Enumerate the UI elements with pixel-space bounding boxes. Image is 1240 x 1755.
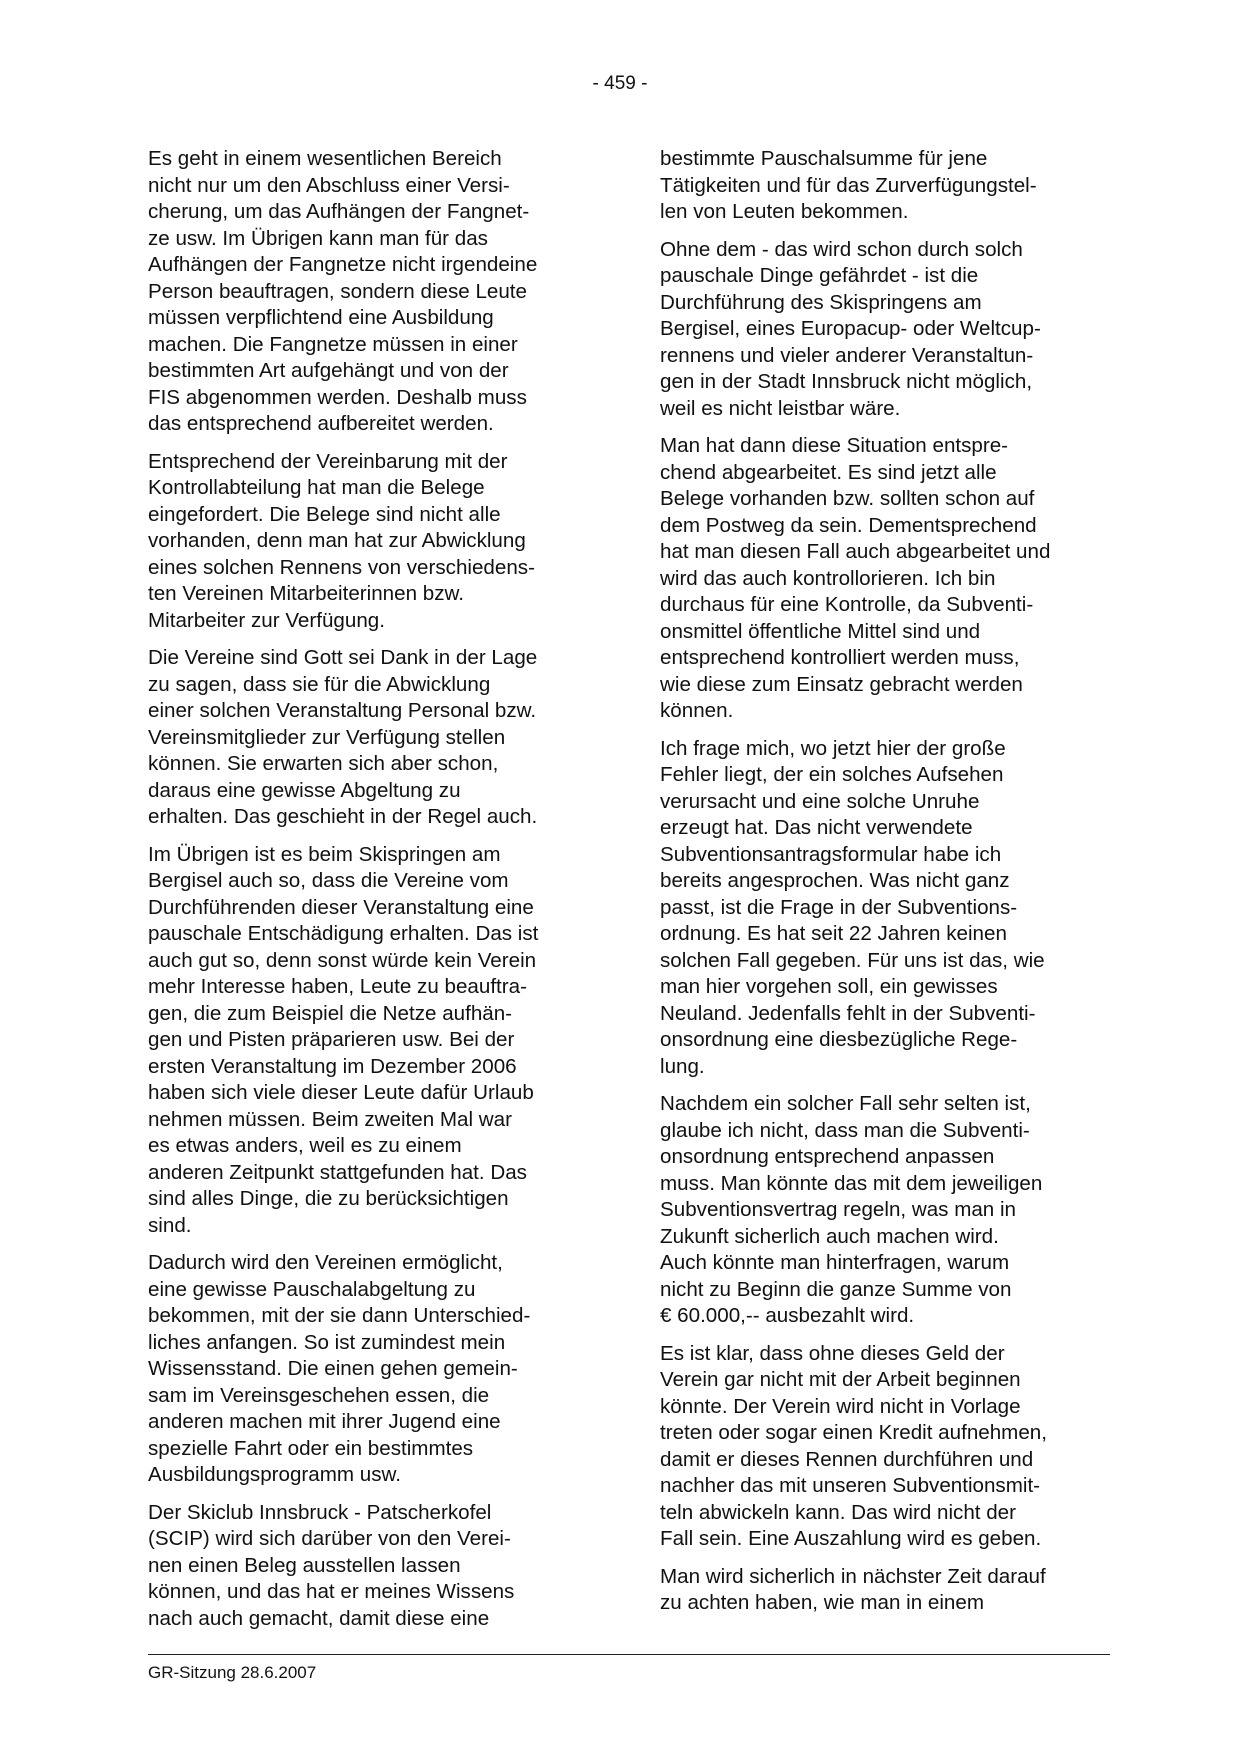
text-line: lung.	[660, 1054, 705, 1078]
text-line: nach auch gemacht, damit diese eine	[148, 1606, 490, 1630]
text-line: nachher das mit unseren Subventionsmit-	[660, 1474, 1041, 1497]
text-line: Die Vereine sind Gott sei Dank in der Lage	[148, 646, 538, 669]
left-text-column	[148, 146, 595, 1643]
text-line: wird das auch kontrollorieren. Ich bin	[660, 566, 996, 590]
text-line: eines solchen Rennens von verschiedens-	[148, 555, 535, 579]
text-line: onsmittel öffentliche Mittel sind und	[660, 619, 981, 643]
text-line: einer solchen Veranstaltung Personal bzw.	[148, 699, 537, 722]
text-line: erzeugt hat. Das nicht verwendete	[660, 816, 973, 839]
text-line: rennens und vieler anderer Veranstaltun-	[660, 343, 1034, 367]
text-line: Bergisel auch so, dass die Vereine vom	[148, 869, 509, 892]
text-line: Nachdem ein solcher Fall sehr selten ist,	[660, 1092, 1031, 1115]
text-line: spezielle Fahrt oder ein bestimmtes	[148, 1436, 474, 1460]
text-line: eine gewisse Pauschalabgeltung zu	[148, 1277, 476, 1301]
text-line: Dadurch wird den Vereinen ermöglicht,	[148, 1251, 503, 1274]
text-line: müssen verpflichtend eine Ausbildung	[148, 306, 494, 329]
paragraph	[148, 1250, 595, 1489]
text-line: Durchführung des Skispringens am	[660, 290, 982, 314]
text-line: Subventionsvertrag regeln, was man in	[660, 1198, 1017, 1221]
text-line: Es geht in einem wesentlichen Bereich	[148, 147, 502, 170]
text-line: haben sich viele dieser Leute dafür Urlaub	[148, 1081, 534, 1104]
paragraph	[148, 1500, 595, 1633]
text-line: wie diese zum Einsatz gebracht werden	[660, 672, 1023, 696]
text-line: Der Skiclub Innsbruck - Patscherkofel	[148, 1500, 492, 1524]
text-line: passt, ist die Frage in der Subventions-	[660, 895, 1018, 919]
text-line: eingefordert. Die Belege sind nicht alle	[148, 502, 501, 526]
text-line: Durchführenden dieser Veranstaltung eine	[148, 895, 534, 919]
text-line: solchen Fall gegeben. Für uns ist das, wie	[660, 948, 1045, 972]
text-line: es etwas anders, weil es zu einem	[148, 1134, 462, 1157]
paragraph	[660, 433, 1110, 725]
text-line: nehmen müssen. Beim zweiten Mal war	[148, 1107, 512, 1131]
text-line: bereits angesprochen. Was nicht ganz	[660, 869, 1010, 892]
text-line: Verein gar nicht mit der Arbeit beginnen	[660, 1368, 1021, 1391]
text-line: pauschale Dinge gefährdet - ist die	[660, 264, 979, 287]
text-line: Es ist klar, dass ohne dieses Geld der	[660, 1341, 1005, 1365]
text-line: sam im Vereinsgeschehen essen, die	[148, 1383, 490, 1407]
text-line: bestimmten Art aufgehängt und von der	[148, 359, 509, 382]
text-line: Fall sein. Eine Auszahlung wird es geben.	[660, 1527, 1042, 1550]
paragraph	[660, 1341, 1110, 1553]
text-line: onsordnung eine diesbezügliche Rege-	[660, 1028, 1018, 1051]
footer-divider	[148, 1654, 1110, 1655]
text-line: verursacht und eine solche Unruhe	[660, 789, 980, 813]
text-line: Subventionsantragsformular habe ich	[660, 842, 1002, 866]
page-number: - 459 -	[592, 73, 648, 94]
text-line: len von Leuten bekommen.	[660, 200, 909, 223]
text-line: ersten Veranstaltung im Dezember 2006	[148, 1054, 517, 1078]
text-line: FIS abgenommen werden. Deshalb muss	[148, 385, 527, 409]
text-line: Mitarbeiter zur Verfügung.	[148, 608, 385, 632]
text-line: Aufhängen der Fangnetze nicht irgendeine	[148, 253, 538, 276]
text-line: Bergisel, eines Europacup- oder Weltcup-	[660, 317, 1041, 340]
text-line: vorhanden, denn man hat zur Abwicklung	[148, 529, 526, 552]
text-line: bekommen, mit der sie dann Unterschied-	[148, 1304, 531, 1327]
text-line: € 60.000,-- ausbezahlt wird.	[660, 1304, 915, 1327]
text-line: könnte. Der Verein wird nicht in Vorlage	[660, 1394, 1021, 1418]
text-line: Ich frage mich, wo jetzt hier der große	[660, 736, 1006, 760]
text-line: ordnung. Es hat seit 22 Jahren keinen	[660, 922, 1007, 945]
text-line: Man wird sicherlich in nächster Zeit darauf	[660, 1564, 1046, 1588]
text-line: Fehler liegt, der ein solches Aufsehen	[660, 763, 1004, 786]
text-line: durchaus für eine Kontrolle, da Subventi-	[660, 593, 1034, 616]
text-line: ze usw. Im Übrigen kann man für das	[148, 226, 488, 250]
text-line: bestimmte Pauschalsumme für jene	[660, 147, 988, 170]
text-line: nicht nur um den Abschluss einer Versi-	[148, 173, 510, 197]
text-line: zu achten haben, wie man in einem	[660, 1591, 984, 1614]
text-line: anderen machen mit ihrer Jugend eine	[148, 1410, 501, 1433]
text-line: können, und das hat er meines Wissens	[148, 1580, 515, 1603]
paragraph	[660, 736, 1110, 1081]
text-line: man hier vorgehen soll, ein gewisses	[660, 975, 998, 998]
text-line: erhalten. Das geschieht in der Regel auch.	[148, 805, 538, 828]
text-line: (SCIP) wird sich darüber von den Verei-	[148, 1527, 511, 1550]
text-line: sind.	[148, 1213, 192, 1237]
text-line: Man hat dann diese Situation entspre-	[660, 434, 1009, 457]
right-text-column	[660, 146, 1110, 1628]
paragraph	[148, 842, 595, 1240]
paragraph	[660, 237, 1110, 423]
text-line: nicht zu Beginn die ganze Summe von	[660, 1277, 1012, 1301]
text-line: dem Postweg da sein. Dementsprechend	[660, 513, 1037, 537]
text-line: daraus eine gewisse Abgeltung zu	[148, 778, 461, 802]
text-line: gen in der Stadt Innsbruck nicht möglich,	[660, 370, 1033, 393]
text-line: treten oder sogar einen Kredit aufnehmen,	[660, 1421, 1047, 1444]
text-line: muss. Man könnte das mit dem jeweiligen	[660, 1171, 1043, 1195]
paragraph	[660, 1564, 1110, 1617]
text-line: sind alles Dinge, die zu berücksichtigen	[148, 1187, 509, 1210]
paragraph	[148, 645, 595, 831]
text-line: Wissensstand. Die einen gehen gemein-	[148, 1357, 518, 1380]
text-line: Kontrollabteilung hat man die Belege	[148, 476, 485, 499]
text-line: gen, die zum Beispiel die Netze aufhän-	[148, 1001, 513, 1025]
text-line: können. Sie erwarten sich aber schon,	[148, 752, 499, 775]
text-line: Auch könnte man hinterfragen, warum	[660, 1251, 1010, 1274]
text-line: Belege vorhanden bzw. sollten schon auf	[660, 487, 1035, 510]
text-line: ten Vereinen Mitarbeiterinnen bzw.	[148, 582, 464, 605]
text-line: weil es nicht leistbar wäre.	[660, 396, 901, 420]
text-line: chend abgearbeitet. Es sind jetzt alle	[660, 460, 997, 484]
text-line: das entsprechend aufbereitet werden.	[148, 412, 494, 435]
text-line: Zukunft sicherlich auch machen wird.	[660, 1224, 999, 1248]
text-line: können.	[660, 699, 734, 722]
text-line: pauschale Entschädigung erhalten. Das ist	[148, 922, 539, 945]
text-line: auch gut so, denn sonst würde kein Verein	[148, 948, 537, 972]
text-line: teln abwickeln kann. Das wird nicht der	[660, 1500, 1016, 1524]
text-line: cherung, um das Aufhängen der Fangnet-	[148, 200, 530, 223]
paragraph	[148, 449, 595, 635]
text-line: Person beauftragen, sondern diese Leute	[148, 279, 527, 303]
footer-session-date: GR-Sitzung 28.6.2007	[148, 1663, 317, 1682]
text-line: Tätigkeiten und für das Zurverfügungstel-	[660, 173, 1037, 197]
text-line: Im Übrigen ist es beim Skispringen am	[148, 842, 501, 866]
text-line: damit er dieses Rennen durchführen und	[660, 1447, 1034, 1471]
text-line: zu sagen, dass sie für die Abwicklung	[148, 672, 491, 696]
text-line: Entsprechend der Vereinbarung mit der	[148, 449, 508, 473]
paragraph	[148, 146, 595, 438]
text-line: liches anfangen. So ist zumindest mein	[148, 1330, 506, 1354]
text-line: entsprechend kontrolliert werden muss,	[660, 646, 1020, 669]
text-line: anderen Zeitpunkt stattgefunden hat. Das	[148, 1160, 527, 1184]
text-line: Neuland. Jedenfalls fehlt in der Subventi-	[660, 1001, 1036, 1025]
text-line: nen einen Beleg ausstellen lassen	[148, 1553, 461, 1577]
text-line: gen und Pisten präparieren usw. Bei der	[148, 1028, 515, 1051]
text-line: onsordnung entsprechend anpassen	[660, 1145, 995, 1168]
text-line: hat man diesen Fall auch abgearbeitet und	[660, 540, 1051, 563]
paragraph	[660, 146, 1110, 226]
text-line: Ohne dem - das wird schon durch solch	[660, 237, 1023, 261]
text-line: Vereinsmitglieder zur Verfügung stellen	[148, 725, 506, 749]
text-line: Ausbildungsprogramm usw.	[148, 1463, 401, 1486]
text-line: mehr Interesse haben, Leute zu beauftra-	[148, 975, 527, 998]
paragraph	[660, 1091, 1110, 1330]
text-line: glaube ich nicht, dass man die Subventi-	[660, 1118, 1030, 1142]
text-line: machen. Die Fangnetze müssen in einer	[148, 332, 518, 356]
